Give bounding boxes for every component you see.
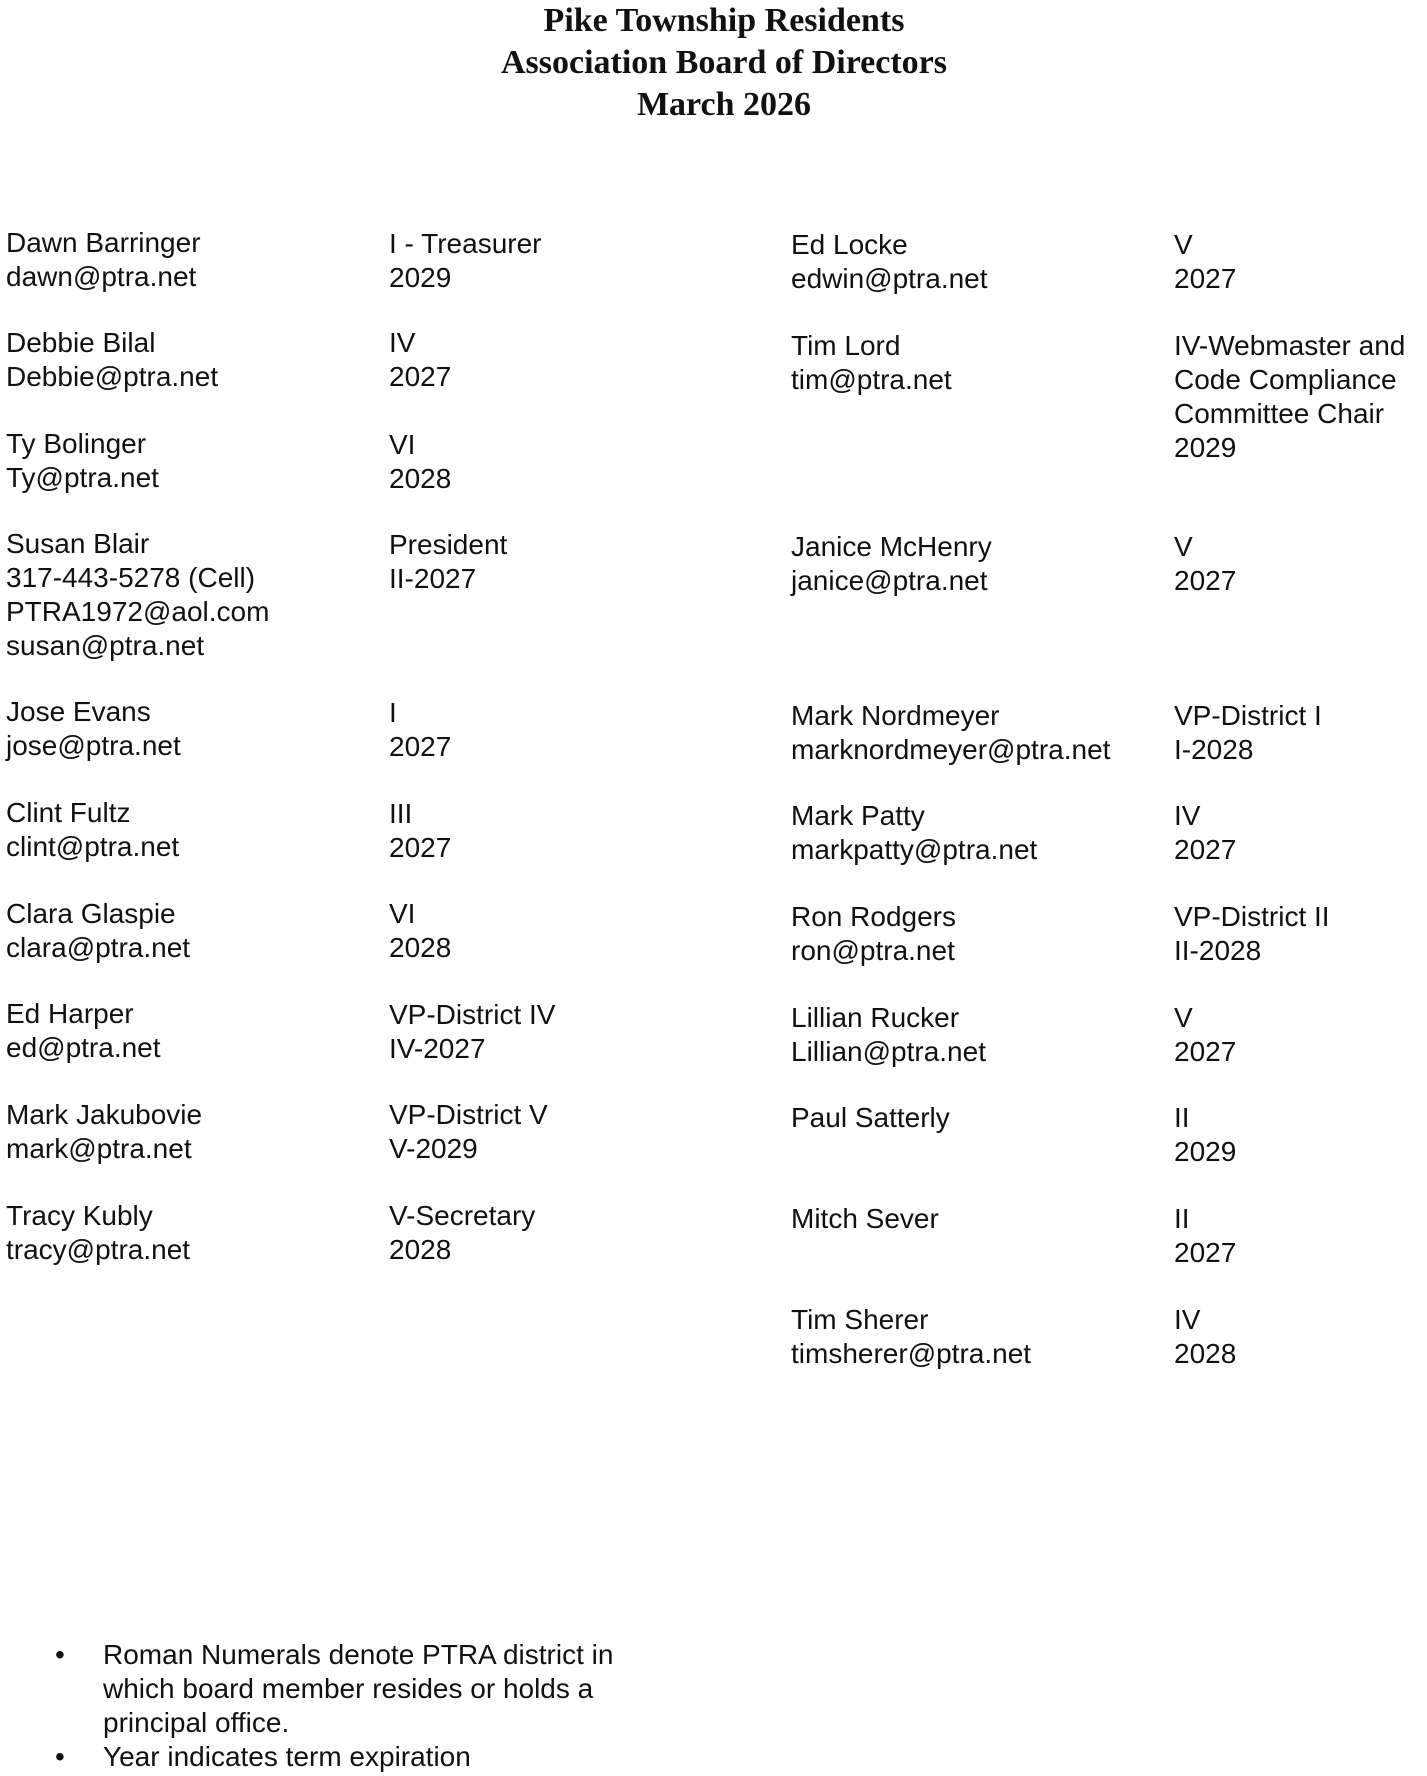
member-term: 2027 [1174, 1237, 1237, 1268]
member-name: Clint Fultz [6, 797, 131, 828]
member-entry [791, 530, 992, 598]
member-role [1174, 329, 1405, 465]
member-role [1174, 530, 1236, 598]
member-position: Committee Chair [1174, 398, 1385, 429]
member-role [389, 326, 451, 394]
member-entry [6, 226, 201, 294]
member-position: VP-District IV [389, 999, 556, 1030]
member-email: edwin@ptra.net [791, 263, 988, 294]
member-position: President [389, 529, 508, 560]
member-position: VI [389, 429, 416, 460]
member-name: Ed Locke [791, 229, 908, 260]
member-position: IV-Webmaster and [1174, 330, 1406, 361]
member-position: IV [1174, 800, 1201, 831]
member-term: 2029 [1174, 1136, 1237, 1167]
member-term: I-2028 [1174, 734, 1254, 765]
member-name: Jose Evans [6, 696, 151, 727]
member-position: II [1174, 1102, 1190, 1133]
member-email: Lillian@ptra.net [791, 1036, 986, 1067]
member-role [1174, 1101, 1236, 1169]
member-name: Ed Harper [6, 998, 134, 1029]
member-position: VI [389, 898, 416, 929]
member-position: V [1174, 531, 1193, 562]
member-position: IV [1174, 1304, 1201, 1335]
member-name: Mark Jakubovie [6, 1099, 203, 1130]
footnote-item [55, 1638, 663, 1740]
member-entry [791, 1303, 1031, 1371]
member-position: V [1174, 1002, 1193, 1033]
member-position: V [1174, 229, 1193, 260]
title-line-1: Pike Township Residents [543, 2, 905, 39]
member-email: mark@ptra.net [6, 1133, 192, 1164]
member-term: 2027 [1174, 1036, 1237, 1067]
member-name: Ron Rodgers [791, 901, 956, 932]
member-position: VP-District I [1174, 700, 1322, 731]
member-role [1174, 1001, 1236, 1069]
member-entry [791, 1001, 986, 1069]
member-term: 2029 [389, 262, 452, 293]
member-email: clara@ptra.net [6, 932, 191, 963]
member-position: Code Compliance [1174, 364, 1397, 395]
member-name: Mark Nordmeyer [791, 700, 1000, 731]
member-email: tracy@ptra.net [6, 1234, 191, 1265]
footnote-item [55, 1740, 663, 1774]
member-email: jose@ptra.net [6, 730, 181, 761]
footnote-text: Year indicates term expiration [103, 1741, 471, 1772]
member-role [1174, 699, 1322, 767]
member-entry [6, 1199, 190, 1267]
member-term: II-2028 [1174, 935, 1262, 966]
member-term: 2027 [389, 731, 452, 762]
member-term: 2027 [1174, 565, 1237, 596]
member-position: III [389, 798, 413, 829]
member-email: ed@ptra.net [6, 1032, 161, 1063]
member-entry [6, 427, 159, 495]
member-name: Janice McHenry [791, 531, 992, 562]
member-email: Ty@ptra.net [6, 462, 159, 493]
member-role [389, 1098, 548, 1166]
member-position: II [1174, 1203, 1190, 1234]
member-entry [791, 699, 1110, 767]
member-role [389, 998, 555, 1066]
member-email: markpatty@ptra.net [791, 834, 1038, 865]
member-position: I [389, 697, 397, 728]
member-entry [791, 228, 988, 296]
member-entry [791, 1202, 939, 1236]
member-email: Debbie@ptra.net [6, 361, 219, 392]
member-name: Tracy Kubly [6, 1200, 153, 1231]
member-role [389, 428, 451, 496]
member-name: Paul Satterly [791, 1102, 950, 1133]
member-term: 2028 [389, 463, 452, 494]
bullet-icon: • [55, 1741, 65, 1772]
member-email: clint@ptra.net [6, 831, 180, 862]
member-email: ron@ptra.net [791, 935, 955, 966]
title-line-2: Association Board of Directors [500, 44, 948, 81]
member-entry [6, 1098, 202, 1166]
footnote-text: Roman Numerals denote PTRA district in which board member resides or holds a principal office. [103, 1639, 614, 1738]
member-name: Clara Glaspie [6, 898, 176, 929]
member-term: II-2027 [389, 563, 477, 594]
document-title [0, 0, 1427, 126]
member-name: Debbie Bilal [6, 327, 156, 358]
member-role [1174, 799, 1236, 867]
member-name: Susan Blair [6, 528, 150, 559]
member-name: Ty Bolinger [6, 428, 147, 459]
member-term: IV-2027 [389, 1033, 486, 1064]
member-entry [6, 897, 190, 965]
member-entry [6, 326, 218, 394]
member-term: 2027 [1174, 263, 1237, 294]
member-phone: 317-443-5278 (Cell) [6, 562, 256, 593]
member-email: dawn@ptra.net [6, 261, 197, 292]
member-term: 2028 [1174, 1338, 1237, 1369]
member-entry [6, 695, 181, 763]
member-role [1174, 1303, 1236, 1371]
member-entry [791, 799, 1037, 867]
member-role [1174, 1202, 1236, 1270]
member-term: V-2029 [389, 1133, 478, 1164]
member-role [389, 1199, 535, 1267]
member-entry [6, 796, 179, 864]
member-email: timsherer@ptra.net [791, 1338, 1032, 1369]
member-position: VP-District II [1174, 901, 1330, 932]
member-role [389, 797, 451, 865]
member-term: 2028 [389, 1234, 452, 1265]
member-entry [791, 900, 956, 968]
member-role [389, 528, 507, 596]
member-term: 2028 [389, 932, 452, 963]
member-email: marknordmeyer@ptra.net [791, 734, 1111, 765]
member-email: tim@ptra.net [791, 364, 952, 395]
member-position: IV [389, 327, 416, 358]
title-line-3: March 2026 [636, 86, 812, 123]
member-name: Dawn Barringer [6, 227, 201, 258]
member-entry [791, 329, 952, 397]
bullet-icon: • [55, 1639, 65, 1670]
member-name: Mark Patty [791, 800, 925, 831]
member-role [1174, 228, 1236, 296]
member-position: V-Secretary [389, 1200, 536, 1231]
member-term: 2027 [1174, 834, 1237, 865]
member-role [389, 897, 451, 965]
member-position: VP-District V [389, 1099, 548, 1130]
member-email: janice@ptra.net [791, 565, 988, 596]
member-entry [6, 527, 269, 663]
member-role [389, 227, 541, 295]
member-role [1174, 900, 1330, 968]
member-name: Tim Lord [791, 330, 901, 361]
member-email: susan@ptra.net [6, 630, 205, 661]
member-term: 2029 [1174, 432, 1237, 463]
member-email: PTRA1972@aol.com [6, 596, 270, 627]
member-name: Mitch Sever [791, 1203, 939, 1234]
member-entry [791, 1101, 950, 1135]
member-entry [6, 997, 161, 1065]
member-term: 2027 [389, 361, 452, 392]
footnotes [55, 1638, 663, 1774]
member-term: 2027 [389, 832, 452, 863]
member-name: Tim Sherer [791, 1304, 929, 1335]
member-name: Lillian Rucker [791, 1002, 960, 1033]
member-role [389, 696, 451, 764]
member-position: I - Treasurer [389, 228, 542, 259]
